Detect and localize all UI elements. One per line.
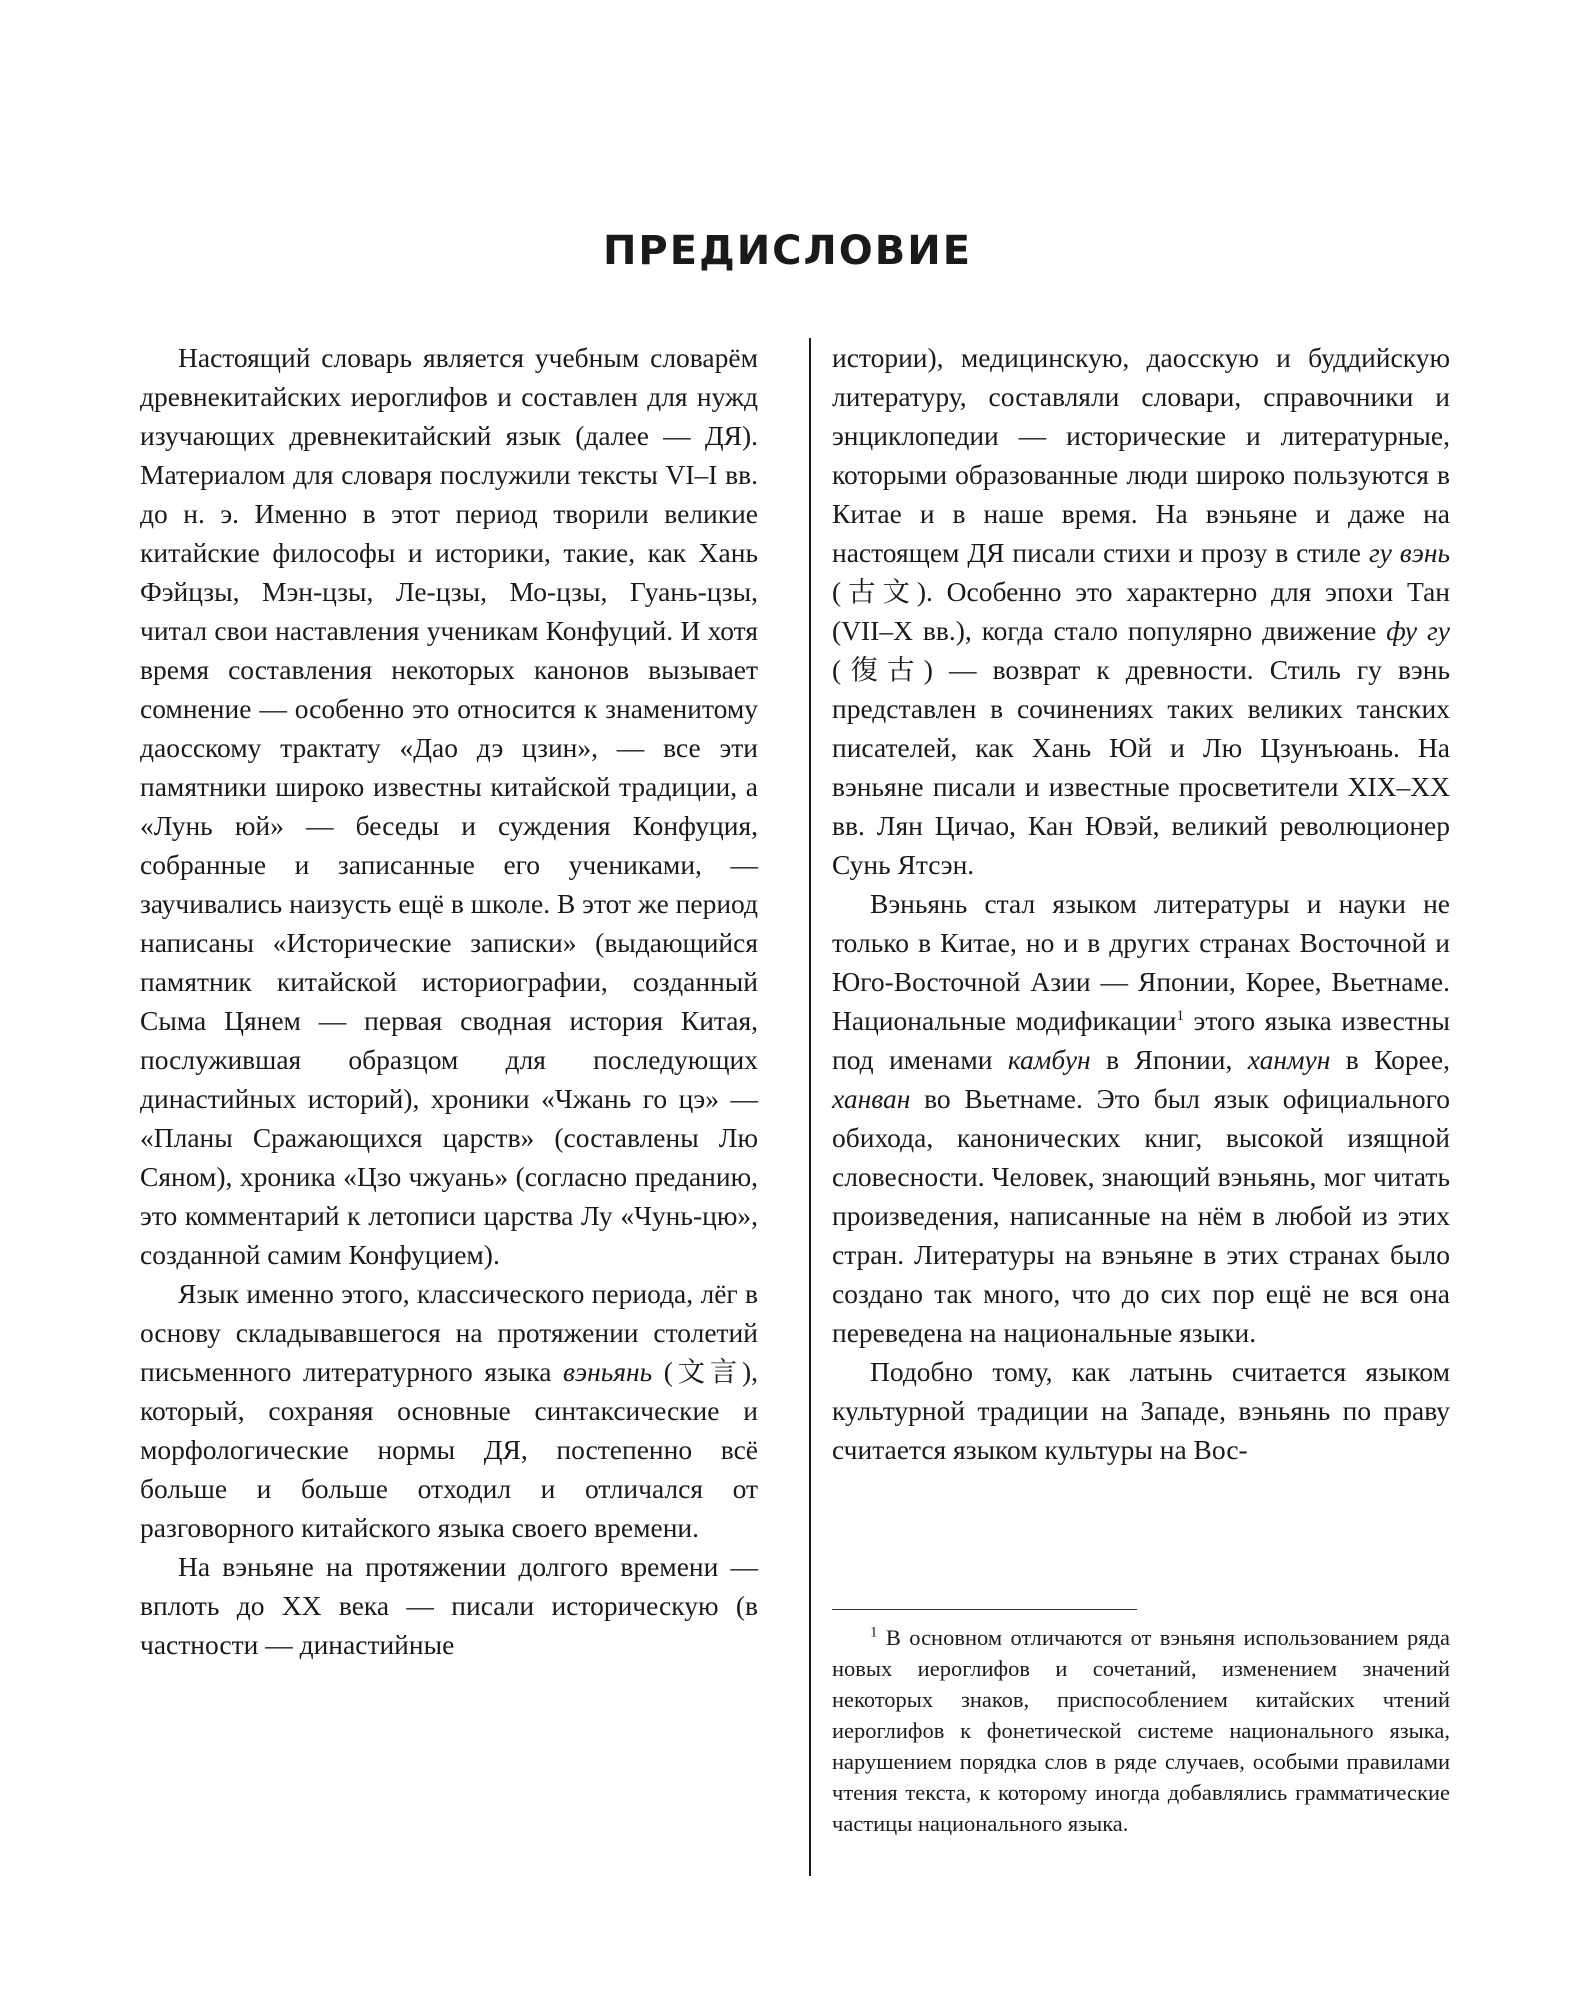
paragraph-1: Настоящий словарь является учебным словарём древнекитайских иероглифов и составлен для нужд изучающих древнекитайский язык (далее — ДЯ). Материалом для словаря послужили тексты VI–I вв. до н. э. Именно в этот период творили великие китайские философы и историки, такие, как Хань Фэйцзы, Мэн-цзы, Ле-цзы, Мо-цзы, Гуань-цзы, читал свои наставления ученикам Конфуций. И хотя время составления некоторых канонов вызывает сомнение — особенно это относится к знаменитому даосскому трактату «Дао дэ цзин», — все эти памятники широко известны китайской традиции, а «Лунь юй» — беседы и суждения Конфуция, собранные и записанные его учениками, — заучивались наизусть ещё в школе. В этот же период написаны «Исторические записки» (выдающийся памятник китайской историографии, созданный Сыма Цянем — первая сводная история Китая, послужившая образцом для последующих династийных историй), хроники «Чжань го цэ» — «Планы Сражающихся царств» (составлены Лю Сяном), хроника «Цзо чжуань» (согласно преданию, это комментарий к летописи царства Лу «Чунь-цю», созданной самим Конфуцием). xyxy=(140,342,758,1270)
footnote-separator xyxy=(832,1609,1137,1610)
paragraph-3-continued: истории), медицинскую, даосскую и буддийскую литературу, составляли словари, справочники и энциклопедии — исторические и литературные, которыми образованные люди широко пользуются в Китае и в наше время. На вэньяне и даже на настоящем ДЯ писали стихи и прозу в стиле гу вэнь (古文). Особенно это характерно для эпохи Тан (VII–X вв.), когда стало популярно движение фу гу (復古) — возврат к древности. Стиль гу вэнь представлен в сочинениях таких великих танских писателей, как Хань Юй и Лю Цзунъюань. На вэньяне писали и известные просветители XIX–XX вв. Лян Цичао, Кан Ювэй, великий революционер Сунь Ятсэн. xyxy=(832,342,1451,880)
paragraph-4: Вэньянь стал языком литературы и науки не только в Китае, но и в других странах Восточной и Юго-Восточной Азии — Японии, Корее, Вьетнаме. Национальные модификации$^1$ этого языка известны под именами камбун в Японии, ханмун в Корее, ханван во Вьетнаме. Это был язык официального обихода, канонических книг, высокой изящной словесности. Человек, знающий вэньянь, мог читать произведения, написанные на нём в любой из этих стран. Литературы на вэньяне в этих странах было создано так много, что до сих пор ещё не вся она переведена на национальные языки. xyxy=(832,888,1450,1348)
left-column xyxy=(140,338,758,1664)
paragraph-3: На вэньяне на протяжении долгого времени — вплоть до XX века — писали историческую (в частности — династийные xyxy=(140,1551,758,1660)
column-divider xyxy=(809,338,811,1876)
right-column xyxy=(832,338,1450,1469)
page-title: ПРЕДИСЛОВИЕ xyxy=(602,228,973,274)
footnote-1: $^1$ В основном отличаются от вэньяня использованием ряда новых иероглифов и сочетаний, изменением значений некоторых знаков, приспособлением китайских чтений иероглифов к фонетической системе национального языка, нарушением порядка слов в ряде случаев, особыми правилами чтения текста, к которому иногда добавлялись грамматические частицы национального языка. xyxy=(832,1624,1450,1836)
paragraph-2: Язык именно этого, классического периода, лёг в основу складывавшегося на протяжении столетий письменного литературного языка вэньянь (文言), который, сохраняя основные синтаксические и морфологические нормы ДЯ, постепенно всё больше и больше отходил и отличался от разговорного китайского языка своего времени. xyxy=(140,1278,758,1543)
paragraph-5: Подобно тому, как латынь считается языком культурной традиции на Западе, вэньянь по праву считается языком культуры на Вос- xyxy=(832,1356,1450,1465)
